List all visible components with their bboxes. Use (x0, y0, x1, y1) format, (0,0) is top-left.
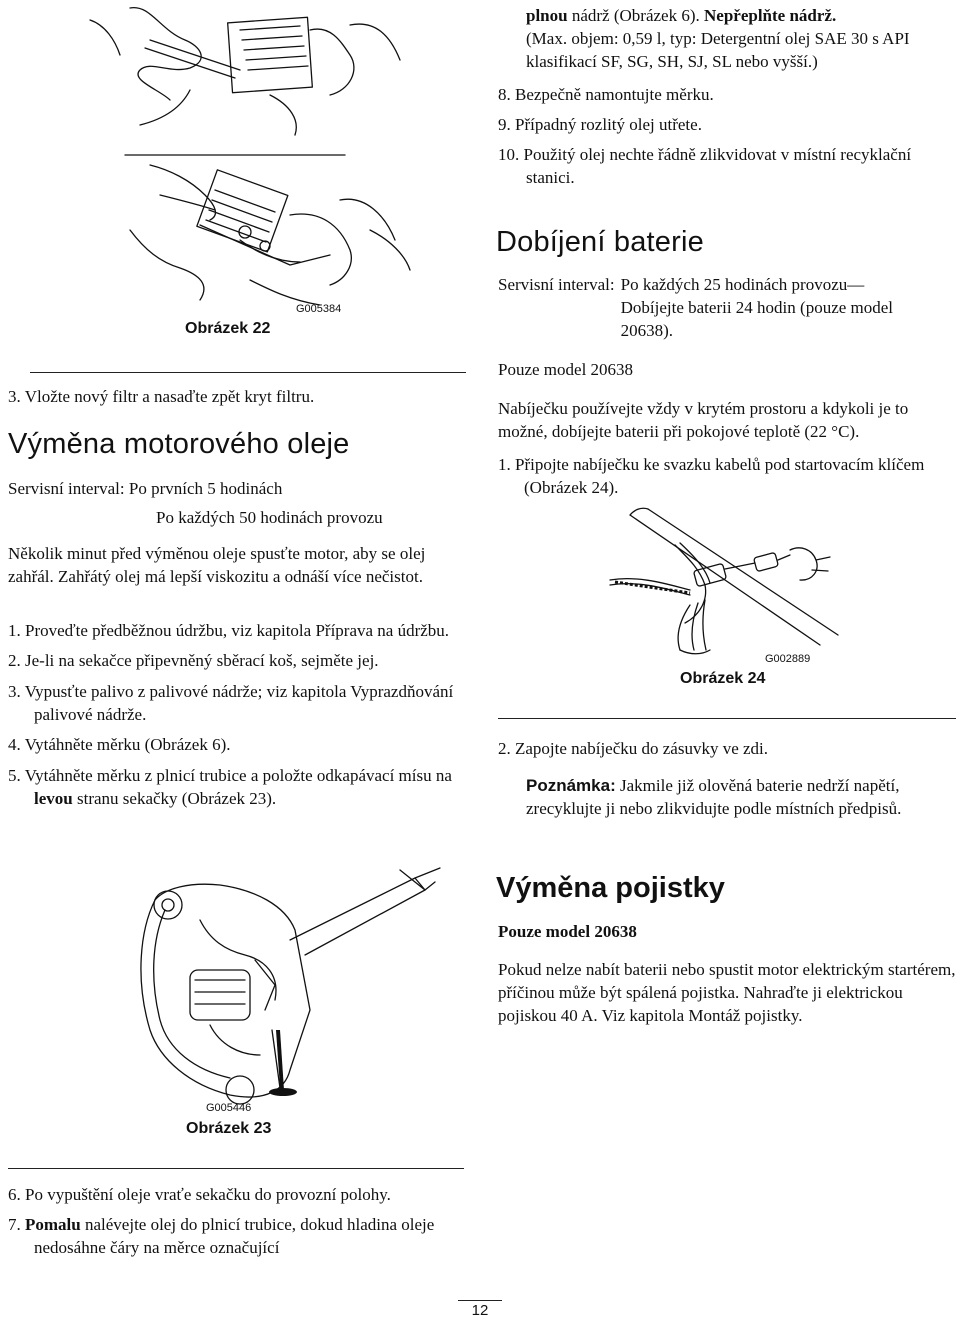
figure-22-code: G005384 (296, 303, 342, 315)
interval-text: Po každých 25 hodinách provozu—Dobíjejte baterii 24 hodin (pouze model 20638). (620, 275, 894, 340)
figure-22-drawing (90, 0, 470, 310)
divider (8, 1168, 464, 1169)
battery-model-label: Pouze model 20638 (498, 360, 634, 379)
step-text: Vložte nový filtr a nasaďte zpět kryt filtru. (24, 387, 315, 406)
page-number: 12 (471, 1302, 489, 1319)
step-number: 3. (8, 387, 21, 406)
interval-text-2: Po každých 50 hodinách provozu (156, 508, 383, 527)
oil-fill-continuation: plnou nádrž (Obrázek 6). Nepřeplňte nádrž. (Max. objem: 0,59 l, typ: Detergentní olej SAE 30 s API klasifikací SF, SG, SH, SJ, SL nebo vyšší.) (526, 6, 910, 71)
list-item: 5. Vytáhněte měrku z plnicí trubice a položte odkapávací mísu na levou stranu sekačky (Obrázek 23). (8, 766, 452, 808)
oil-intro-paragraph: Několik minut před výměnou oleje spusťte motor, aby se olej zahřál. Zahřátý olej má lepší viskozitu a odnáší více nečistot. (8, 544, 426, 586)
figure-23 (80, 860, 480, 1150)
divider (498, 718, 956, 719)
note-label: Poznámka: (526, 776, 616, 795)
battery-step-2: 2. Zapojte nabíječku do zásuvky ve zdi. (498, 739, 769, 758)
figure-23-caption: Obrázek 23 (186, 1120, 272, 1137)
list-item: 2. Je-li na sekačce připevněný sběrací koš, sejměte jej. (8, 651, 379, 670)
interval-label: Servisní interval: (498, 275, 615, 294)
list-item: 6. Po vypuštění oleje vraťe sekačku do provozní polohy. (8, 1185, 391, 1204)
note-text: Jakmile již olověná baterie nedrží napětí, zrecyklujte ji nebo zlikvidujte podle místních předpisů. (526, 776, 902, 818)
list-item: 8. Bezpečně namontujte měrku. (498, 85, 714, 104)
figure-24-drawing (580, 505, 880, 655)
fuse-paragraph: Pokud nelze nabít baterii nebo spustit motor elektrickým startérem, příčinou může být spálená pojistka. Nahraďte ji elektrickou pojiskou 40 A. Viz kapitola Montáž pojistky. (498, 960, 956, 1025)
service-interval-oil (8, 477, 468, 529)
interval-label: Servisní interval: (8, 479, 125, 498)
section-heading-battery: Dobíjení baterie (496, 226, 704, 258)
list-item: 1. Proveďte předběžnou údržbu, viz kapitola Příprava na údržbu. (8, 621, 450, 640)
list-item: 3. Vypusťte palivo z palivové nádrže; viz kapitola Vyprazdňování palivové nádrže. (8, 682, 454, 724)
note-paragraph (526, 774, 956, 820)
battery-step-1: 1. Připojte nabíječku ke svazku kabelů pod startovacím klíčem (Obrázek 24). (498, 455, 925, 497)
battery-intro-paragraph: Nabíječku používejte vždy v krytém prostoru a kdykoli je to možné, dobíjejte baterii při pokojové teplotě (22 °C). (498, 399, 909, 441)
section-heading-fuse: Výměna pojistky (496, 872, 725, 904)
page-number-rule (458, 1300, 502, 1301)
service-interval-battery (498, 273, 943, 342)
figure-23-drawing (80, 860, 480, 1120)
oil-steps-list-continued (8, 1183, 468, 1259)
list-item: 4. Vytáhněte měrku (Obrázek 6). (8, 735, 231, 754)
list-item: 10. Použitý olej nechte řádně zlikvidovat v místní recyklační stanici. (498, 145, 912, 187)
section-heading-oil-change: Výměna motorového oleje (8, 428, 350, 460)
figure-24-code: G002889 (765, 653, 811, 665)
divider (30, 372, 466, 373)
interval-text-1: Po prvních 5 hodinách (128, 479, 283, 498)
step-3-filter (8, 385, 468, 408)
figure-22 (90, 0, 470, 350)
list-item: 9. Případný rozlitý olej utřete. (498, 115, 702, 134)
figure-22-caption: Obrázek 22 (185, 320, 271, 337)
figure-23-code: G005446 (206, 1102, 252, 1114)
fuse-model-label: Pouze model 20638 (498, 922, 637, 941)
oil-steps-list-right (498, 83, 938, 189)
list-item: 7. Pomalu nalévejte olej do plnicí trubice, dokud hladina oleje nedosáhne čáry na měrce označující (8, 1215, 435, 1257)
figure-24 (580, 505, 880, 695)
figure-24-caption: Obrázek 24 (680, 670, 766, 687)
oil-steps-list (8, 619, 456, 810)
